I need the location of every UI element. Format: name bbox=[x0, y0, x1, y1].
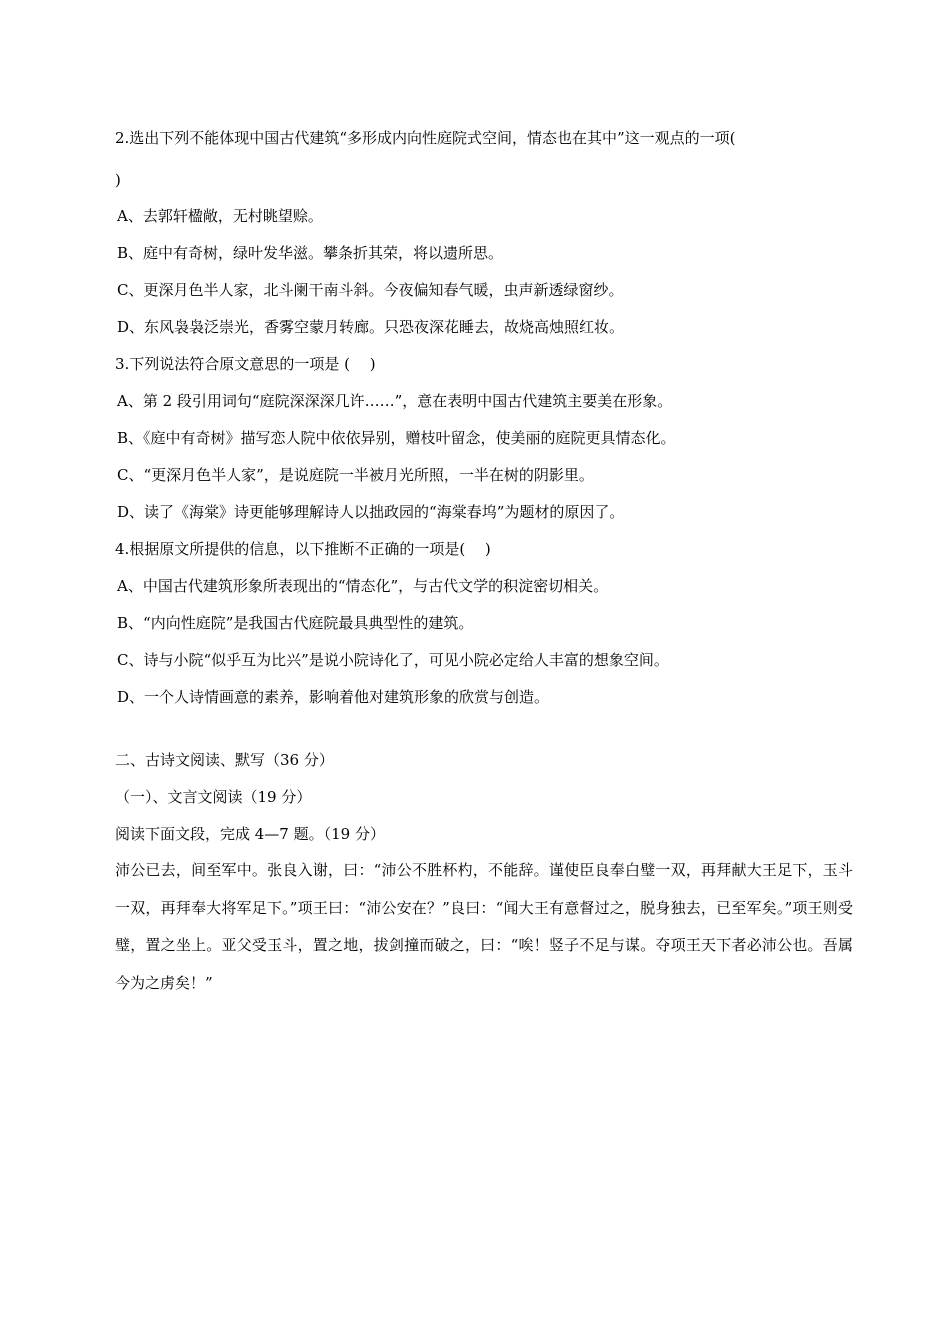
section-2-subheading: （一）、文言文阅读（19 分） bbox=[115, 788, 312, 806]
question-2-option-b: B、庭中有奇树，绿叶发华滋。攀条折其荣，将以遗所思。 bbox=[117, 244, 504, 262]
classical-passage: 沛公已去，间至军中。张良入谢，曰：“沛公不胜杯杓，不能辞。谨使臣良奉白璧一双，再拜献大王足下，玉斗一双，再拜奉大将军足下。”项王曰：“沛公安在？”良曰：“闻大王有意督过之，脱身独去，已至军矣。”项王则受璧，置之坐上。亚父受玉斗，置之地，拔剑撞而破之，曰：“唉！竖子不足与谋。夺项王天下者必沛公也。吾属今为之虏矣！” bbox=[115, 861, 853, 992]
question-3-option-a: A、第 2 段引用词句“庭院深深深几许……”，意在表明中国古代建筑主要美在形象。 bbox=[117, 392, 673, 410]
question-3-stem: 3.下列说法符合原文意思的一项是 ( ) bbox=[115, 355, 376, 373]
question-3-option-b: B、《庭中有奇树》描写恋人院中依依异别，赠枝叶留念，使美丽的庭院更具情态化。 bbox=[117, 429, 676, 447]
question-4-stem: 4.根据原文所提供的信息，以下推断不正确的一项是( ) bbox=[115, 540, 491, 558]
question-4-option-b: B、“内向性庭院”是我国古代庭院最具典型性的建筑。 bbox=[117, 614, 474, 632]
question-2-option-c: C、更深月色半人家，北斗阑干南斗斜。今夜偏知春气暖，虫声新透绿窗纱。 bbox=[117, 281, 624, 299]
section-2-heading: 二、古诗文阅读、默写（36 分） bbox=[115, 751, 334, 769]
question-2-option-a: A、去郭轩楹敞，无村眺望赊。 bbox=[117, 207, 323, 225]
question-4-option-a: A、中国古代建筑形象所表现出的“情态化”，与古代文学的积淀密切相关。 bbox=[117, 577, 609, 595]
question-4-option-d: D、一个人诗情画意的素养，影响着他对建筑形象的欣赏与创造。 bbox=[117, 688, 550, 706]
question-2-stem-line1: 2.选出下列不能体现中国古代建筑“多形成内向性庭院式空间，情态也在其中”这一观点的一项( bbox=[115, 129, 736, 147]
question-3-option-d: D、读了《海棠》诗更能够理解诗人以拙政园的“海棠春坞”为题材的原因了。 bbox=[117, 503, 625, 521]
reading-instruction: 阅读下面文段，完成 4—7 题。（19 分） bbox=[115, 825, 385, 843]
question-3-option-c: C、“更深月色半人家”，是说庭院一半被月光所照，一半在树的阴影里。 bbox=[117, 466, 594, 484]
question-4-option-c: C、诗与小院“似乎互为比兴”是说小院诗化了，可见小院必定给人丰富的想象空间。 bbox=[117, 651, 669, 669]
question-2-stem-line2: ) bbox=[115, 171, 121, 189]
question-2-option-d: D、东风袅袅泛崇光，香雾空蒙月转廊。只恐夜深花睡去，故烧高烛照红妆。 bbox=[117, 318, 625, 336]
